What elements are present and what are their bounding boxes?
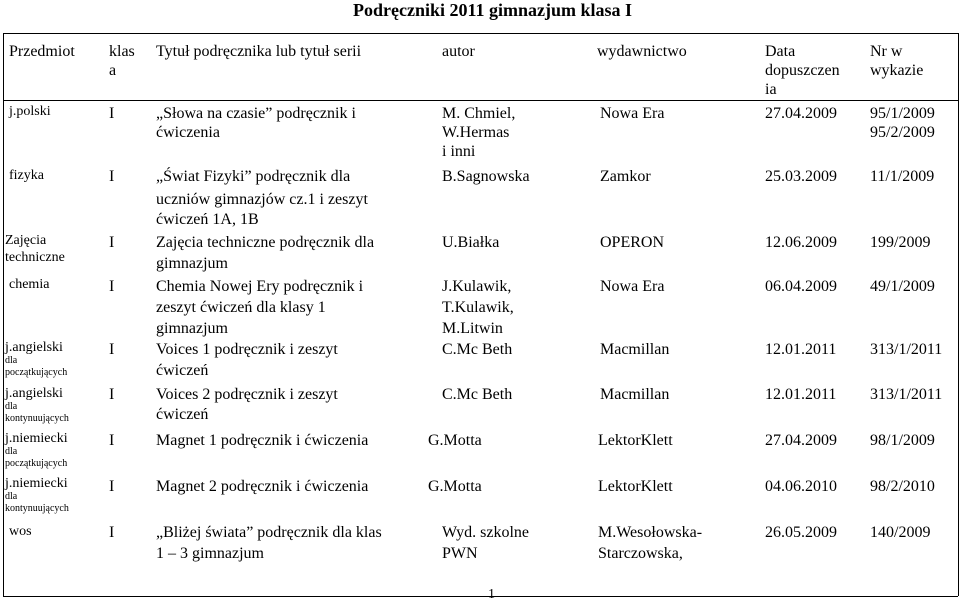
cell-class: I [109,105,115,122]
cell-date: 12.06.2009 [765,234,837,251]
cell-number: 95/1/2009 [870,105,935,122]
cell-author-cont: W.Hermas [442,124,510,141]
cell-publisher: Nowa Era [600,105,665,122]
cell-date: 27.04.2009 [765,105,837,122]
cell-author-cont: PWN [442,545,478,562]
cell-title: Chemia Nowej Ery podręcznik i [156,278,364,295]
page-title: Podręczniki 2011 gimnazjum klasa I [353,0,633,20]
cell-author: Wyd. szkolne [442,524,530,541]
cell-class: I [109,432,115,449]
cell-date: 26.05.2009 [765,524,837,541]
cell-class: I [109,234,115,251]
cell-author-cont2: i inni [442,143,476,160]
header-date-cont: dopuszczen [765,62,840,79]
header-class-cont: a [109,62,117,79]
cell-class: I [109,524,115,541]
cell-subject-cont2: początkujących [5,458,68,469]
header-date-cont2: ia [765,81,777,98]
cell-class: I [109,278,115,295]
cell-date: 12.01.2011 [765,386,837,403]
cell-date: 06.04.2009 [765,278,837,295]
cell-title-cont: zeszyt ćwiczeń dla klasy 1 [156,299,326,316]
cell-subject-cont2: kontynuujących [5,413,69,424]
cell-author: C.Mc Beth [442,386,513,403]
cell-subject: j.angielski [5,340,63,355]
cell-subject: Zajęcia [5,233,47,248]
cell-title: Voices 1 podręcznik i zeszyt [156,341,338,358]
cell-subject-cont: dla [5,355,18,366]
cell-subject: j.polski [9,104,51,119]
cell-subject-cont2: początkujących [5,367,68,378]
header-author: autor [442,43,475,60]
cell-number: 49/1/2009 [870,278,935,295]
header-number-cont: wykazie [870,62,924,79]
cell-title: Magnet 1 podręcznik i ćwiczenia [156,432,369,449]
cell-publisher: Macmillan [600,386,670,403]
cell-class: I [109,478,115,495]
cell-title-cont2: ćwiczeń 1A, 1B [156,211,259,228]
cell-author: C.Mc Beth [442,341,513,358]
cell-subject: j.angielski [5,386,63,401]
header-date: Data [765,43,796,60]
header-publisher: wydawnictwo [597,43,687,60]
cell-title-cont: gimnazjum [156,255,228,272]
cell-class: I [109,168,115,185]
cell-title-cont: uczniów gimnazjów cz.1 i zeszyt [156,191,368,208]
cell-number: 313/1/2011 [870,386,943,403]
cell-subject: fizyka [9,168,44,183]
cell-author: G.Motta [428,432,482,449]
cell-number: 140/2009 [870,524,931,541]
cell-number: 199/2009 [870,234,931,251]
cell-date: 25.03.2009 [765,168,837,185]
cell-author: G.Motta [428,478,482,495]
header-number: Nr w [870,43,903,60]
page-number: 1 [488,587,495,602]
cell-subject-cont: techniczne [5,250,65,265]
cell-date: 04.06.2010 [765,478,837,495]
cell-number: 313/1/2011 [870,341,943,358]
cell-author: J.Kulawik, [442,278,512,295]
cell-author: B.Sagnowska [442,168,530,185]
cell-title-cont: ćwiczeń [156,362,209,379]
cell-class: I [109,341,115,358]
cell-title: „Świat Fizyki” podręcznik dla [156,168,351,185]
cell-subject-cont: dla [5,491,18,502]
cell-title: Magnet 2 podręcznik i ćwiczenia [156,478,369,495]
cell-publisher: M.Wesołowska- [598,524,703,541]
cell-subject: j.niemiecki [5,476,68,491]
cell-subject-cont: dla [5,446,18,457]
cell-subject: wos [9,524,32,539]
cell-subject-cont2: kontynuujących [5,503,69,514]
cell-subject: chemia [9,277,50,292]
header-class: klas [109,43,135,60]
cell-title: Voices 2 podręcznik i zeszyt [156,386,338,403]
cell-publisher: Nowa Era [600,278,665,295]
cell-number: 98/1/2009 [870,432,935,449]
cell-publisher: Macmillan [600,341,670,358]
cell-subject: j.niemiecki [5,431,68,446]
cell-class: I [109,386,115,403]
cell-publisher: LektorKlett [598,478,673,495]
cell-date: 27.04.2009 [765,432,837,449]
cell-date: 12.01.2011 [765,341,837,358]
cell-title-cont: ćwiczeń [156,406,209,423]
cell-number: 11/1/2009 [870,168,935,185]
cell-title-cont: 1 – 3 gimnazjum [156,545,264,562]
cell-subject-cont: dla [5,401,18,412]
cell-title: „Bliżej świata” podręcznik dla klas [156,524,382,541]
cell-author-cont2: M.Litwin [442,320,503,337]
cell-author: U.Białka [442,234,500,251]
header-book-title: Tytuł podręcznika lub tytuł serii [156,43,362,60]
cell-publisher: LektorKlett [598,432,673,449]
cell-author-cont: T.Kulawik, [442,299,514,316]
cell-title-cont: ćwiczenia [156,124,220,141]
cell-publisher: OPERON [600,234,665,251]
header-subject: Przedmiot [9,43,75,60]
cell-title: Zajęcia techniczne podręcznik dla [156,234,375,251]
cell-number: 98/2/2010 [870,478,935,495]
cell-publisher: Zamkor [600,168,651,185]
cell-author: M. Chmiel, [442,105,516,122]
cell-publisher-cont: Starczowska, [598,545,683,562]
cell-title-cont2: gimnazjum [156,320,228,337]
cell-title: „Słowa na czasie” podręcznik i [156,105,356,122]
cell-number-cont: 95/2/2009 [870,124,935,141]
